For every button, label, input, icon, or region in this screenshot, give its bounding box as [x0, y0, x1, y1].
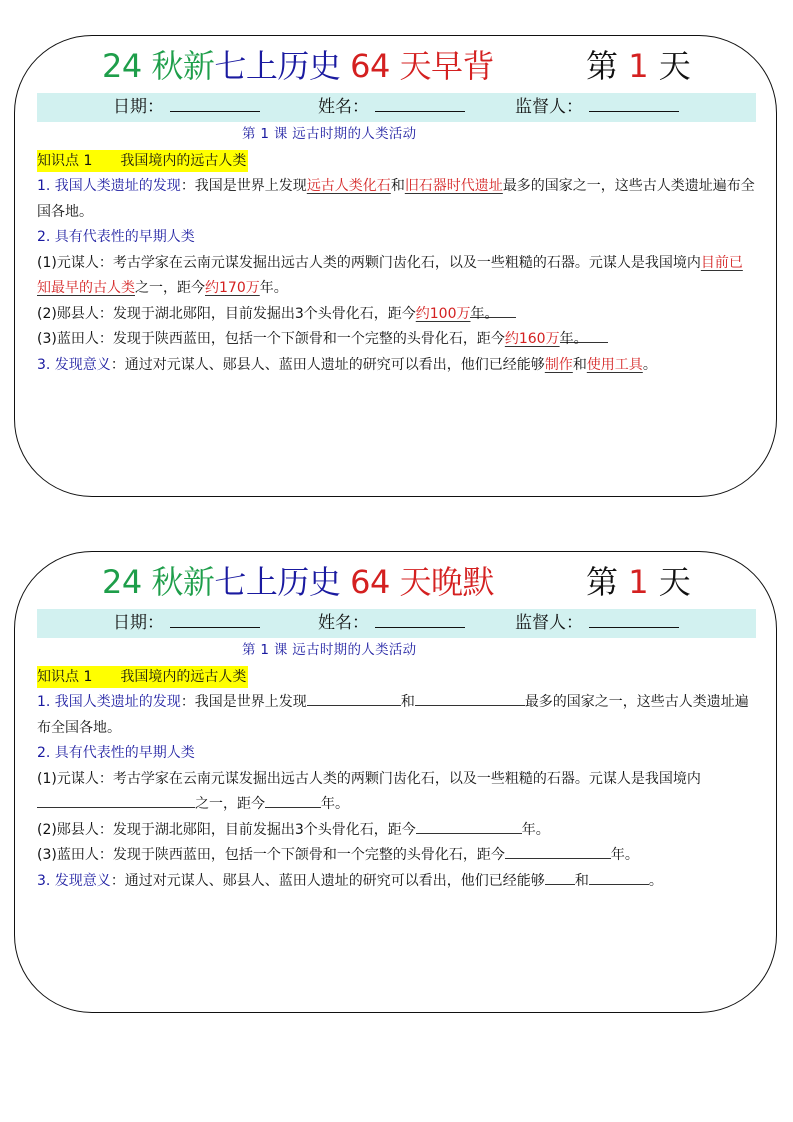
card-title — [15, 560, 776, 606]
day-number: 1 — [628, 47, 649, 85]
item-yuanmou-man: (1)元谋人：考古学家在云南元谋发掘出远古人类的两颗门齿化石，以及一些粗糙的石器。元谋人是我国境内目前已知最早的古人类之一，距今约170万年。 — [37, 254, 743, 296]
answer-text: 远古人类化石 — [306, 178, 391, 194]
knowledge-point-number: 知识点 1 — [37, 153, 93, 169]
item-site-discovery: 1. 我国人类遗址的发现：我国是世界上发现远古人类化石和旧石器时代遗址最多的国家之一，这些古人类遗址遍布全国各地。 — [37, 178, 755, 220]
item-lantian-man: (3)蓝田人：发现于陕西蓝田，包括一个下颌骨和一个完整的头骨化石，距今约160万年。 — [37, 327, 755, 353]
fill-blank[interactable] — [37, 792, 195, 808]
fill-blank[interactable] — [416, 818, 522, 834]
item-lantian-man: (3)蓝田人：发现于陕西蓝田，包括一个下颌骨和一个完整的头骨化石，距今 年。 — [37, 843, 755, 869]
item-yuanmou-man: (1)元谋人：考古学家在云南元谋发掘出远古人类的两颗门齿化石，以及一些粗糙的石器。元谋人是我国境内之一，距今 年。 — [37, 770, 701, 812]
fill-blank[interactable] — [265, 792, 321, 808]
title-part-plan: 64 天早背 — [340, 47, 494, 85]
knowledge-point-number: 知识点 1 — [37, 669, 93, 685]
item-yunxian-man: (2)郧县人：发现于湖北郧阳，目前发掘出3个头骨化石，距今约100万年。 — [37, 302, 755, 328]
name-label: 姓名： — [318, 97, 369, 117]
answer-text: 约160万 — [504, 331, 560, 347]
day-counter: 第 1 天 — [586, 563, 691, 601]
content-body — [37, 174, 755, 378]
fill-blank[interactable] — [589, 869, 649, 885]
evening-dictation-card — [14, 551, 777, 1013]
answer-text: 旧石器时代遗址 — [404, 178, 503, 194]
date-field[interactable] — [113, 93, 260, 122]
name-label: 姓名： — [318, 613, 369, 633]
title-part-subject: 七上历史 — [214, 47, 341, 85]
name-blank[interactable] — [375, 94, 465, 112]
day-counter: 第 1 天 — [586, 47, 691, 85]
fill-blank[interactable] — [545, 869, 575, 885]
answer-text: 约100万 — [415, 305, 471, 322]
date-blank[interactable] — [170, 610, 260, 628]
supervisor-field[interactable] — [515, 93, 679, 122]
supervisor-blank[interactable] — [589, 610, 679, 628]
item-yunxian-man: (2)郧县人：发现于湖北郧阳，目前发掘出3个头骨化石，距今 年。 — [37, 818, 755, 844]
title-part-subject: 七上历史 — [214, 563, 341, 601]
title-part-term: 24 秋新 — [102, 47, 215, 85]
name-blank[interactable] — [375, 610, 465, 628]
content-body — [37, 690, 755, 894]
fill-blank[interactable] — [505, 843, 611, 859]
answer-text: 使用工具 — [586, 356, 643, 373]
supervisor-label: 监督人： — [515, 613, 583, 633]
underlined-tail: 年。 — [470, 302, 516, 318]
name-field[interactable] — [318, 93, 465, 122]
date-label: 日期： — [113, 97, 164, 117]
title-part-plan: 64 天晚默 — [340, 563, 494, 601]
knowledge-point-title: 我国境内的远古人类 — [120, 669, 247, 685]
day-number: 1 — [628, 563, 649, 601]
answer-text: 制作 — [544, 356, 573, 373]
lesson-title: 第 1 课 远古时期的人类活动 — [242, 126, 417, 142]
knowledge-point-title: 我国境内的远古人类 — [120, 153, 247, 169]
fill-blank[interactable] — [415, 690, 525, 706]
title-part-term: 24 秋新 — [102, 563, 215, 601]
card-title — [15, 44, 776, 90]
supervisor-label: 监督人： — [515, 97, 583, 117]
lesson-title: 第 1 课 远古时期的人类活动 — [242, 642, 417, 658]
item-heading: 1. 我国人类遗址的发现 — [37, 178, 181, 194]
item-heading: 2. 具有代表性的早期人类 — [37, 745, 195, 761]
date-label: 日期： — [113, 613, 164, 633]
info-bar — [37, 93, 756, 122]
item-early-humans — [37, 741, 755, 767]
knowledge-point-heading — [37, 666, 248, 688]
item-significance: 3. 发现意义：通过对元谋人、郧县人、蓝田人遗址的研究可以看出，他们已经能够制作和使用工具。 — [37, 356, 657, 373]
item-early-humans — [37, 225, 755, 251]
knowledge-point-heading — [37, 150, 248, 172]
answer-text: 目前已知最早的古人类 — [37, 254, 743, 296]
item-heading: 2. 具有代表性的早期人类 — [37, 229, 195, 245]
info-bar — [37, 609, 756, 638]
card-title-main — [102, 46, 494, 86]
answer-text: 约170万 — [205, 280, 260, 296]
card-title-main — [102, 562, 494, 602]
item-heading: 3. 发现意义 — [37, 872, 111, 889]
fill-blank[interactable] — [307, 690, 401, 706]
item-heading: 3. 发现意义 — [37, 356, 111, 373]
date-field[interactable] — [113, 609, 260, 638]
underlined-tail: 年。 — [560, 327, 608, 343]
morning-recitation-card — [14, 35, 777, 497]
item-heading: 1. 我国人类遗址的发现 — [37, 694, 181, 710]
item-significance: 3. 发现意义：通过对元谋人、郧县人、蓝田人遗址的研究可以看出，他们已经能够 和 。 — [37, 869, 755, 895]
supervisor-field[interactable] — [515, 609, 679, 638]
date-blank[interactable] — [170, 94, 260, 112]
item-site-discovery: 1. 我国人类遗址的发现：我国是世界上发现 和 最多的国家之一，这些古人类遗址遍布全国各地。 — [37, 690, 755, 741]
supervisor-blank[interactable] — [589, 94, 679, 112]
name-field[interactable] — [318, 609, 465, 638]
